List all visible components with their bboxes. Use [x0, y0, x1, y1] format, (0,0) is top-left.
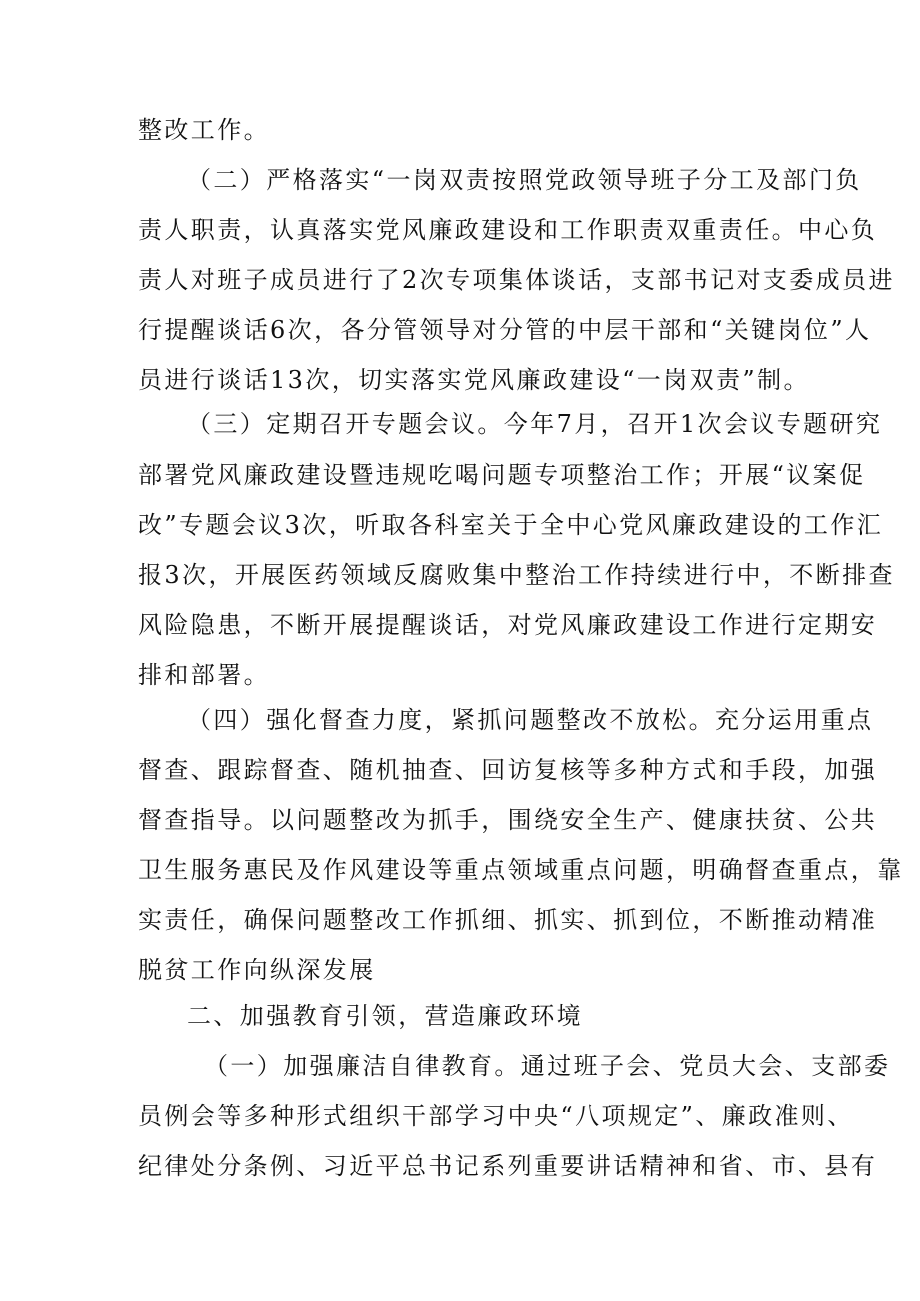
text-line-2: （二）严格落实“一岗双责按照党政领导班子分工及部门负 [187, 166, 862, 194]
text-line-1: 整改工作。 [138, 116, 270, 144]
text-line-10: 报3次，开展医药领域反腐败集中整治工作持续进行中，不断排查 [138, 561, 895, 589]
text-line-5: 行提醒谈话6次，各分管领导对分管的中层干部和“关键岗位”人 [138, 316, 872, 344]
text-line-3: 责人职责，认真落实党风廉政建设和工作职责双重责任。中心负 [138, 216, 878, 244]
text-line-7: （三）定期召开专题会议。今年7月，召开1次会议专题研究 [187, 410, 883, 438]
text-line-17: 实责任，确保问题整改工作抓细、抓实、抓到位，不断推动精准 [138, 906, 878, 934]
text-line-8: 部署党风廉政建设暨违规吃喝问题专项整治工作；开展“议案促 [138, 461, 866, 489]
text-line-15: 督查指导。以问题整改为抓手，围绕安全生产、健康扶贫、公共 [138, 806, 878, 834]
text-line-6: 员进行谈话13次，切实落实党风廉政建设“一岗双责”制。 [138, 366, 810, 394]
text-line-13: （四）强化督查力度，紧抓问题整改不放松。充分运用重点 [187, 706, 874, 734]
text-line-9: 改”专题会议3次，听取各科室关于全中心党风廉政建设的工作汇 [138, 511, 884, 539]
text-line-22: 纪律处分条例、习近平总书记系列重要讲话精神和省、市、县有 [138, 1152, 878, 1180]
section-heading: 二、加强教育引领，营造廉政环境 [187, 1002, 583, 1030]
text-line-11: 风险隐患，不断开展提醒谈话，对党风廉政建设工作进行定期安 [138, 611, 878, 639]
text-line-20: （一）加强廉洁自律教育。通过班子会、党员大会、支部委 [204, 1052, 891, 1080]
text-line-12: 排和部署。 [138, 661, 270, 689]
text-line-18: 脱贫工作向纵深发展 [138, 956, 376, 984]
text-line-4: 责人对班子成员进行了2次专项集体谈话，支部书记对支委成员进 [138, 266, 895, 294]
text-line-16: 卫生服务惠民及作风建设等重点领域重点问题，明确督查重点，靠 [138, 856, 904, 884]
text-line-21: 员例会等多种形式组织干部学习中央“八项规定”、廉政准则、 [138, 1102, 854, 1130]
text-line-14: 督查、跟踪督查、随机抽查、回访复核等多种方式和手段，加强 [138, 756, 878, 784]
